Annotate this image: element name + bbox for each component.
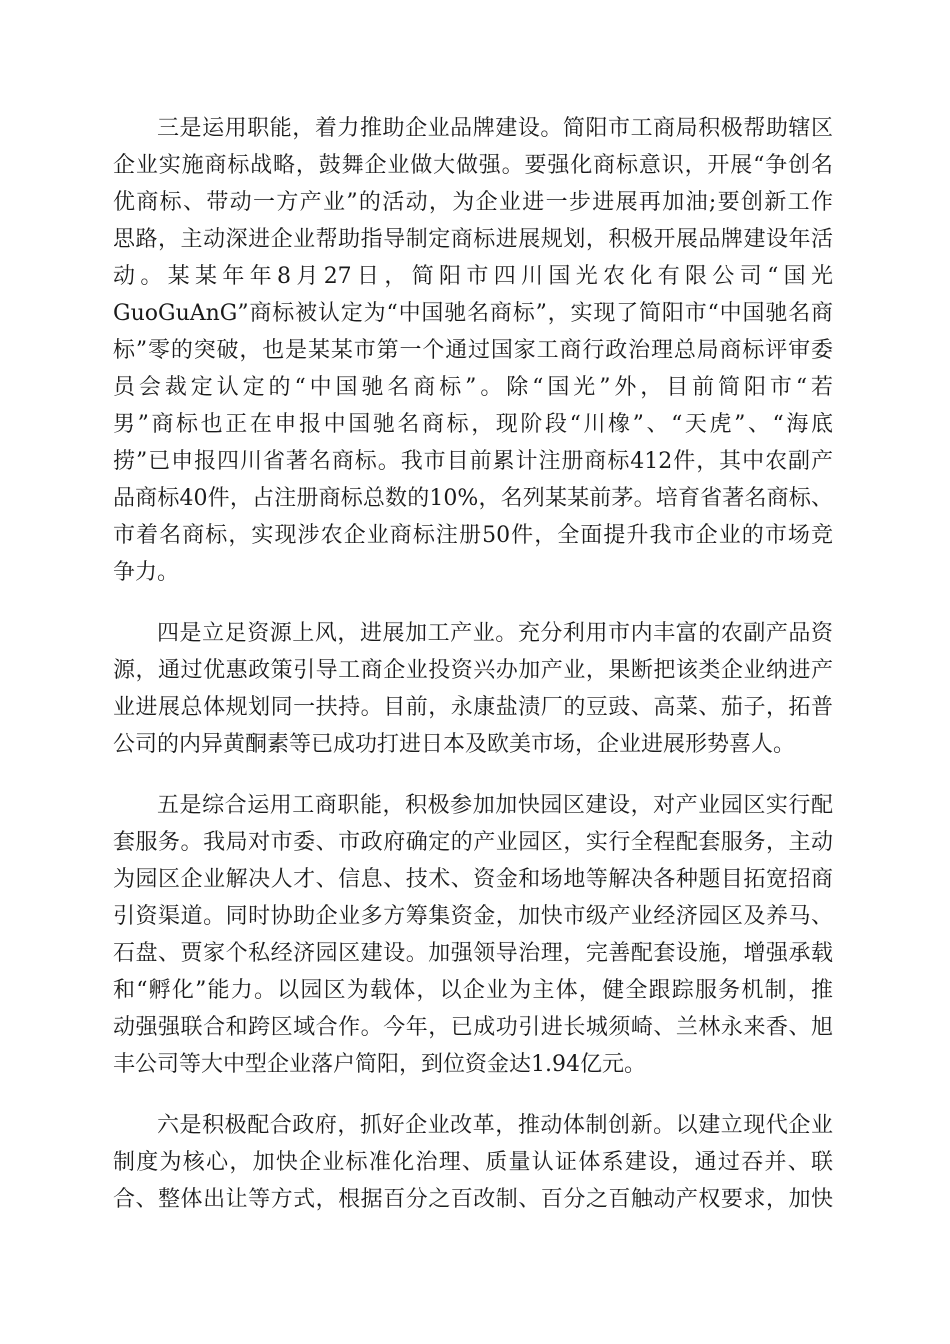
text-line: 争力。 [113,560,180,585]
text-line: 捞”已申报四川省著名商标。我市目前累计注册商标412件，其中农副产 [113,449,833,474]
text-line: 制度为核心，加快企业标准化治理、质量认证体系建设，通过吞并、联 [113,1150,833,1175]
text-line: 业进展总体规划同一扶持。目前，永康盐渍厂的豆豉、高菜、茄子，拓普 [113,695,833,720]
text-line: 优商标、带动一方产业”的活动，为企业进一步进展再加油;要创新工作 [113,190,833,215]
text-line: 思路，主动深进企业帮助指导制定商标进展规划，积极开展品牌建设年活 [113,227,833,252]
text-line: 套服务。我局对市委、市政府确定的产业园区，实行全程配套服务，主动 [113,830,833,855]
text-line: 为园区企业解决人才、信息、技术、资金和场地等解决各种题目拓宽招商 [113,867,833,892]
text-line: 石盘、贾家个私经济园区建设。加强领导治理，完善配套设施，增强承载 [113,941,833,966]
text-line: 标”零的突破，也是某某市第一个通过国家工商行政治理总局商标评审委 [113,338,833,363]
text-line: 动强强联合和跨区域合作。今年，已成功引进长城须崎、兰林永来香、旭 [113,1015,833,1040]
text-line: 四是立足资源上风，进展加工产业。充分利用市内丰富的农副产品资 [157,621,833,646]
text-line: 企业实施商标战略，鼓舞企业做大做强。要强化商标意识，开展“争创名 [113,153,833,178]
text-line: 男”商标也正在申报中国驰名商标，现阶段“川橡”、“天虎”、“海底 [113,412,834,437]
paragraph [113,110,833,591]
text-line: 合、整体出让等方式，根据百分之百改制、百分之百触动产权要求，加快 [113,1187,833,1212]
text-line: 引资渠道。同时协助企业多方筹集资金，加快市级产业经济园区及养马、 [113,904,833,929]
paragraph [113,787,833,1083]
text-line: 和“孵化”能力。以园区为载体，以企业为主体，健全跟踪服务机制，推 [113,978,833,1003]
text-line: 丰公司等大中型企业落户简阳，到位资金达1.94亿元。 [113,1052,646,1077]
paragraph [113,1107,833,1218]
text-line: 品商标40件，占注册商标总数的10%，名列某某前茅。培育省著名商标、 [113,486,833,511]
text-line: GuoGuAnG”商标被认定为“中国驰名商标”，实现了简阳市“中国驰名商 [113,301,833,326]
text-line: 源，通过优惠政策引导工商企业投资兴办加产业，果断把该类企业纳进产 [113,658,833,683]
document-page [113,110,833,1242]
text-line: 公司的内异黄酮素等已成功打进日本及欧美市场，企业进展形势喜人。 [113,732,796,757]
text-line: 六是积极配合政府，抓好企业改革，推动体制创新。以建立现代企业 [157,1113,833,1138]
text-line: 员会裁定认定的“中国驰名商标”。除“国光”外，目前简阳市“若 [113,375,833,400]
text-line: 三是运用职能，着力推助企业品牌建设。简阳市工商局积极帮助辖区 [157,116,833,141]
paragraph [113,615,833,763]
text-line: 五是综合运用工商职能，积极参加加快园区建设，对产业园区实行配 [157,793,833,818]
text-line: 动。某某年年8月27日，简阳市四川国光农化有限公司“国光 [113,264,833,289]
text-line: 市着名商标，实现涉农企业商标注册50件，全面提升我市企业的市场竞 [113,523,833,548]
